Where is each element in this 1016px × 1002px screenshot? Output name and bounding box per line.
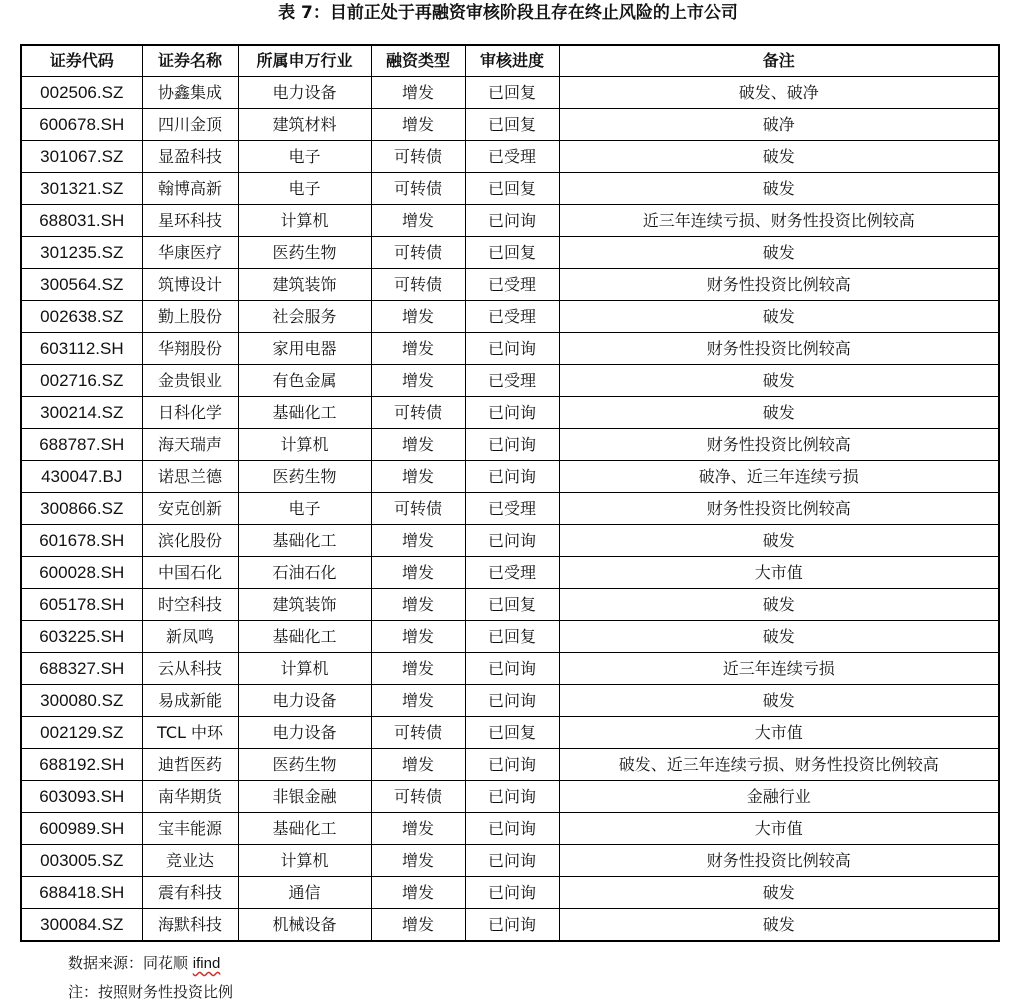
cell-name: 诺思兰德 <box>142 461 238 493</box>
cell-name: 易成新能 <box>142 685 238 717</box>
cell-code: 603093.SH <box>21 781 142 813</box>
cell-review-progress: 已回复 <box>465 237 559 269</box>
cell-code: 300084.SZ <box>21 909 142 942</box>
cell-name: 新凤鸣 <box>142 621 238 653</box>
cell-remarks: 破发 <box>559 141 999 173</box>
cell-remarks: 财务性投资比例较高 <box>559 269 999 301</box>
cell-industry: 社会服务 <box>238 301 371 333</box>
cell-name: 华翔股份 <box>142 333 238 365</box>
table-row <box>21 141 999 173</box>
cell-code: 003005.SZ <box>21 845 142 877</box>
table-row <box>21 205 999 237</box>
cell-remarks: 破净 <box>559 109 999 141</box>
cell-name: 滨化股份 <box>142 525 238 557</box>
cell-financing-type: 可转债 <box>371 717 465 749</box>
cell-name: 日科化学 <box>142 397 238 429</box>
cell-remarks: 金融行业 <box>559 781 999 813</box>
cell-industry: 家用电器 <box>238 333 371 365</box>
cell-review-progress: 已问询 <box>465 461 559 493</box>
cell-code: 601678.SH <box>21 525 142 557</box>
cell-code: 002638.SZ <box>21 301 142 333</box>
cell-financing-type: 增发 <box>371 333 465 365</box>
cell-name: 时空科技 <box>142 589 238 621</box>
cell-review-progress: 已受理 <box>465 557 559 589</box>
cell-remarks: 大市值 <box>559 557 999 589</box>
table-row <box>21 717 999 749</box>
cell-financing-type: 可转债 <box>371 269 465 301</box>
cell-industry: 电子 <box>238 173 371 205</box>
table-row <box>21 845 999 877</box>
cell-financing-type: 增发 <box>371 205 465 237</box>
cell-review-progress: 已问询 <box>465 685 559 717</box>
cell-code: 301321.SZ <box>21 173 142 205</box>
cell-review-progress: 已问询 <box>465 877 559 909</box>
cell-review-progress: 已问询 <box>465 749 559 781</box>
cell-financing-type: 增发 <box>371 525 465 557</box>
table-row <box>21 781 999 813</box>
cell-remarks: 财务性投资比例较高 <box>559 493 999 525</box>
cell-remarks: 破发 <box>559 621 999 653</box>
header-financing-type: 融资类型 <box>371 45 465 77</box>
cell-name: 震有科技 <box>142 877 238 909</box>
cell-review-progress: 已回复 <box>465 589 559 621</box>
table-row <box>21 269 999 301</box>
cell-remarks: 财务性投资比例较高 <box>559 429 999 461</box>
cell-financing-type: 增发 <box>371 589 465 621</box>
cell-financing-type: 增发 <box>371 109 465 141</box>
source-name: ifind <box>192 955 221 972</box>
cell-review-progress: 已问询 <box>465 813 559 845</box>
cell-review-progress: 已回复 <box>465 621 559 653</box>
cell-review-progress: 已回复 <box>465 717 559 749</box>
cell-review-progress: 已回复 <box>465 77 559 109</box>
cell-code: 002506.SZ <box>21 77 142 109</box>
cell-financing-type: 增发 <box>371 749 465 781</box>
table-row <box>21 301 999 333</box>
cell-financing-type: 增发 <box>371 653 465 685</box>
cell-industry: 计算机 <box>238 205 371 237</box>
cell-name: 勤上股份 <box>142 301 238 333</box>
cell-review-progress: 已问询 <box>465 845 559 877</box>
cell-industry: 电力设备 <box>238 685 371 717</box>
cell-financing-type: 增发 <box>371 557 465 589</box>
table-row <box>21 397 999 429</box>
cell-industry: 医药生物 <box>238 237 371 269</box>
cell-code: 600028.SH <box>21 557 142 589</box>
cell-name: 筑博设计 <box>142 269 238 301</box>
cell-code: 688787.SH <box>21 429 142 461</box>
cell-remarks: 财务性投资比例较高 <box>559 845 999 877</box>
cell-remarks: 破发、破净 <box>559 77 999 109</box>
cell-review-progress: 已回复 <box>465 173 559 205</box>
cell-financing-type: 增发 <box>371 77 465 109</box>
cell-industry: 建筑材料 <box>238 109 371 141</box>
cell-name: 南华期货 <box>142 781 238 813</box>
cell-financing-type: 可转债 <box>371 237 465 269</box>
cell-code: 688192.SH <box>21 749 142 781</box>
cell-review-progress: 已问询 <box>465 429 559 461</box>
cell-financing-type: 可转债 <box>371 493 465 525</box>
cell-industry: 医药生物 <box>238 749 371 781</box>
cell-industry: 基础化工 <box>238 525 371 557</box>
table-row <box>21 621 999 653</box>
cell-remarks: 近三年连续亏损 <box>559 653 999 685</box>
cell-remarks: 破发 <box>559 173 999 205</box>
table-title: 表 7：目前正处于再融资审核阶段且存在终止风险的上市公司 <box>278 3 738 23</box>
cell-name: 四川金顶 <box>142 109 238 141</box>
cell-remarks: 破净、近三年连续亏损 <box>559 461 999 493</box>
cell-review-progress: 已受理 <box>465 365 559 397</box>
cell-industry: 计算机 <box>238 653 371 685</box>
cell-remarks: 破发 <box>559 525 999 557</box>
cell-remarks: 破发 <box>559 301 999 333</box>
cell-remarks: 破发 <box>559 237 999 269</box>
cell-remarks: 破发 <box>559 877 999 909</box>
cell-financing-type: 可转债 <box>371 397 465 429</box>
header-code: 证券代码 <box>21 45 142 77</box>
cell-code: 600678.SH <box>21 109 142 141</box>
cell-review-progress: 已受理 <box>465 141 559 173</box>
table-row <box>21 877 999 909</box>
table-row <box>21 333 999 365</box>
table-row <box>21 589 999 621</box>
cell-financing-type: 增发 <box>371 909 465 942</box>
cell-financing-type: 增发 <box>371 429 465 461</box>
cell-name: 海天瑞声 <box>142 429 238 461</box>
cell-name: 金贵银业 <box>142 365 238 397</box>
cell-name: 云从科技 <box>142 653 238 685</box>
cell-industry: 基础化工 <box>238 813 371 845</box>
cell-name: 安克创新 <box>142 493 238 525</box>
header-industry: 所属申万行业 <box>238 45 371 77</box>
source-label: 数据来源：同花顺 <box>68 954 193 972</box>
cell-financing-type: 增发 <box>371 685 465 717</box>
cell-name: 竞业达 <box>142 845 238 877</box>
table-row <box>21 557 999 589</box>
table-row <box>21 493 999 525</box>
cell-code: 301235.SZ <box>21 237 142 269</box>
cell-remarks: 破发 <box>559 909 999 942</box>
cell-remarks: 破发 <box>559 397 999 429</box>
cell-name: 迪哲医药 <box>142 749 238 781</box>
table-row <box>21 461 999 493</box>
cell-code: 688327.SH <box>21 653 142 685</box>
cell-remarks: 大市值 <box>559 717 999 749</box>
cell-name: 宝丰能源 <box>142 813 238 845</box>
table-row <box>21 173 999 205</box>
cell-name: 翰博高新 <box>142 173 238 205</box>
cell-name: 华康医疗 <box>142 237 238 269</box>
table-row <box>21 685 999 717</box>
cell-name: TCL 中环 <box>142 717 238 749</box>
table-row <box>21 909 999 942</box>
cell-review-progress: 已问询 <box>465 781 559 813</box>
cell-code: 688418.SH <box>21 877 142 909</box>
cell-industry: 电子 <box>238 493 371 525</box>
note-footnote: 注：按照财务性投资比例 <box>68 983 234 1001</box>
cell-industry: 基础化工 <box>238 621 371 653</box>
cell-review-progress: 已受理 <box>465 493 559 525</box>
cell-financing-type: 增发 <box>371 461 465 493</box>
header-name: 证券名称 <box>142 45 238 77</box>
cell-review-progress: 已问询 <box>465 909 559 942</box>
table-row <box>21 429 999 461</box>
cell-code: 430047.BJ <box>21 461 142 493</box>
cell-financing-type: 增发 <box>371 621 465 653</box>
cell-industry: 基础化工 <box>238 397 371 429</box>
cell-industry: 电力设备 <box>238 717 371 749</box>
table-body <box>21 77 999 942</box>
header-remarks: 备注 <box>559 45 999 77</box>
cell-industry: 计算机 <box>238 429 371 461</box>
cell-name: 星环科技 <box>142 205 238 237</box>
table-row <box>21 653 999 685</box>
cell-review-progress: 已受理 <box>465 269 559 301</box>
cell-code: 603112.SH <box>21 333 142 365</box>
cell-industry: 通信 <box>238 877 371 909</box>
header-review-progress: 审核进度 <box>465 45 559 77</box>
cell-review-progress: 已问询 <box>465 525 559 557</box>
cell-name: 中国石化 <box>142 557 238 589</box>
cell-remarks: 大市值 <box>559 813 999 845</box>
table-row <box>21 813 999 845</box>
cell-review-progress: 已问询 <box>465 205 559 237</box>
table-row <box>21 109 999 141</box>
table-row <box>21 525 999 557</box>
restructuring-table <box>20 44 1000 942</box>
cell-financing-type: 增发 <box>371 365 465 397</box>
cell-review-progress: 已受理 <box>465 301 559 333</box>
cell-code: 300564.SZ <box>21 269 142 301</box>
cell-remarks: 财务性投资比例较高 <box>559 333 999 365</box>
cell-financing-type: 增发 <box>371 813 465 845</box>
source-footnote <box>68 953 220 974</box>
cell-financing-type: 可转债 <box>371 141 465 173</box>
cell-code: 301067.SZ <box>21 141 142 173</box>
cell-financing-type: 可转债 <box>371 781 465 813</box>
cell-industry: 石油石化 <box>238 557 371 589</box>
cell-financing-type: 增发 <box>371 877 465 909</box>
cell-code: 603225.SH <box>21 621 142 653</box>
cell-remarks: 破发 <box>559 685 999 717</box>
cell-code: 002716.SZ <box>21 365 142 397</box>
cell-code: 300214.SZ <box>21 397 142 429</box>
cell-code: 002129.SZ <box>21 717 142 749</box>
cell-name: 协鑫集成 <box>142 77 238 109</box>
table-row <box>21 77 999 109</box>
cell-financing-type: 增发 <box>371 301 465 333</box>
cell-code: 600989.SH <box>21 813 142 845</box>
table-row <box>21 749 999 781</box>
cell-financing-type: 增发 <box>371 845 465 877</box>
header-row <box>21 45 999 77</box>
cell-industry: 机械设备 <box>238 909 371 942</box>
cell-industry: 计算机 <box>238 845 371 877</box>
cell-industry: 有色金属 <box>238 365 371 397</box>
cell-code: 300080.SZ <box>21 685 142 717</box>
cell-industry: 医药生物 <box>238 461 371 493</box>
cell-industry: 非银金融 <box>238 781 371 813</box>
cell-remarks: 破发、近三年连续亏损、财务性投资比例较高 <box>559 749 999 781</box>
cell-industry: 电子 <box>238 141 371 173</box>
cell-code: 300866.SZ <box>21 493 142 525</box>
cell-remarks: 破发 <box>559 365 999 397</box>
cell-industry: 建筑装饰 <box>238 589 371 621</box>
cell-review-progress: 已问询 <box>465 653 559 685</box>
cell-name: 海默科技 <box>142 909 238 942</box>
cell-code: 688031.SH <box>21 205 142 237</box>
table-row <box>21 237 999 269</box>
table-row <box>21 365 999 397</box>
cell-name: 显盈科技 <box>142 141 238 173</box>
cell-review-progress: 已回复 <box>465 109 559 141</box>
cell-remarks: 近三年连续亏损、财务性投资比例较高 <box>559 205 999 237</box>
cell-remarks: 破发 <box>559 589 999 621</box>
cell-code: 605178.SH <box>21 589 142 621</box>
cell-industry: 电力设备 <box>238 77 371 109</box>
cell-financing-type: 可转债 <box>371 173 465 205</box>
cell-review-progress: 已问询 <box>465 397 559 429</box>
cell-review-progress: 已问询 <box>465 333 559 365</box>
cell-industry: 建筑装饰 <box>238 269 371 301</box>
